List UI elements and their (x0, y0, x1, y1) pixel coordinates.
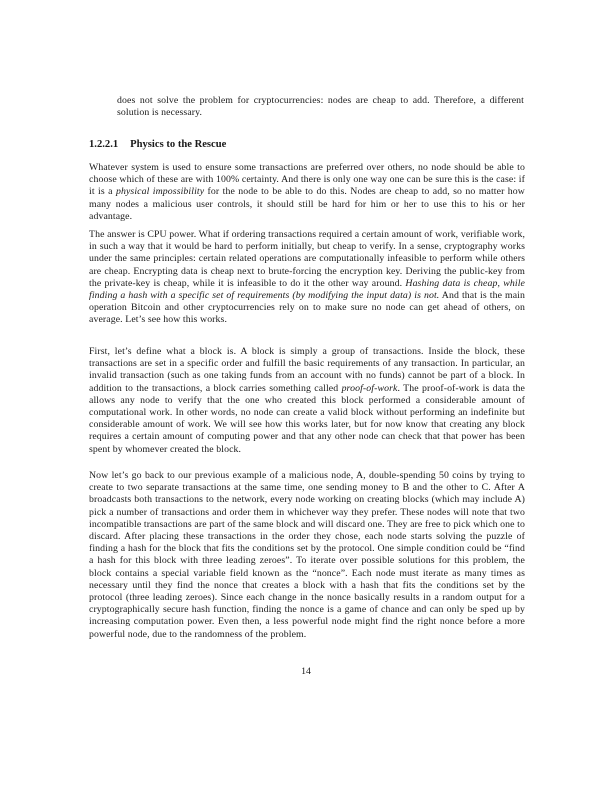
body-paragraph-4: Now let’s go back to our previous example of a malicious node, A, double-spending 50 coins by trying to create to two separate transactions at the same time, one sending money to B and the other to C. After A broadcasts both transactions to the network, every node working on creating blocks (which may include A) pick a number of transactions and order them in whichever way they prefer. These nodes will note that two incompatible transactions are part of the same block and will discard one. They are free to pick which one to discard. After placing these transactions in the order they chose, each node starts solving the puzzle of finding a hash for the block that fits the conditions set by the protocol. One simple condition could be “find a hash for this block with three leading zeroes”. To iterate over possible solutions for this problem, the block contains a special variable field known as the “nonce”. Each node must iterate as many times as necessary until they find the nonce that creates a block with a hash that fits the conditions set by the protocol (three leading zeroes). Since each change in the nonce basically results in a random output for a cryptographically secure hash function, finding the nonce is a game of chance and can only be sped up by increasing computation power. Even then, a less powerful node might find the right nonce before a more powerful node, due to the randomness of the problem. (89, 470, 525, 640)
section-number: 1.2.2.1 (89, 139, 119, 150)
section-title: Physics to the Rescue (130, 139, 227, 150)
page-number: 14 (301, 666, 311, 677)
section-heading (89, 139, 525, 150)
body-paragraph-1: Whatever system is used to ensure some transactions are preferred over others, no node should be able to choose which of these are with 100% certainty. And there is only one way one can be sure this is the case: if it is a physical impossibility for the node to be able to do this. Nodes are cheap to add, so no matter how many nodes a malicious user controls, it should still be hard for him or her to use this to his or her advantage. (89, 162, 525, 222)
body-paragraph-3: First, let’s define what a block is. A block is simply a group of transactions. Inside the block, these transactions are set in a specific order and fulfill the basic requirements of any transaction. In particular, an invalid transaction (such as one taking funds from an account with no funds) cannot be part of a block. In addition to the transactions, a block carries something called proof-of-work. The proof-of-work is data the allows any node to verify that the one who created this block performed a considerable amount of computational work. In other words, no node can create a valid block without performing an indefinite but considerable amount of work. We will see how this works later, but for now know that creating any block requires a certain amount of computing power and that any other node can check that that power has been spent by whomever created the block. (89, 346, 525, 455)
body-paragraph-2: The answer is CPU power. What if ordering transactions required a certain amount of work, verifiable work, in such a way that it would be hard to perform initially, but cheap to verify. In a sense, cryptography works under the same principles: certain related operations are computationally infeasible to perform while others are cheap. Encrypting data is cheap next to brute-forcing the encryption key. Deriving the public-key from the private-key is cheap, while it is infeasible to do it the other way around. Hashing data is cheap, while finding a hash with a specific set of requirements (by modifying the input data) is not. And that is the main operation Bitcoin and other cryptocurrencies rely on to make sure no node can get ahead of others, on average. Let’s see how this works. (89, 229, 525, 326)
continued-paragraph-fragment: does not solve the problem for cryptocurrencies: nodes are cheap to add. Therefore, a different solution is necessary. (117, 95, 524, 119)
